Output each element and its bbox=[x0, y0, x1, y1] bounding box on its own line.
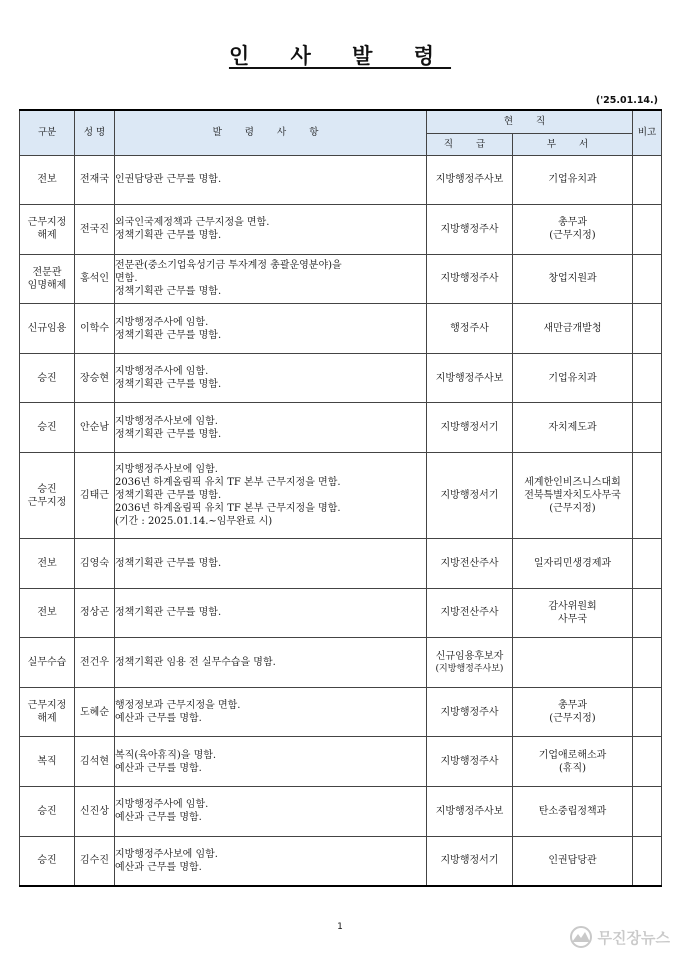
rank-cell bbox=[427, 353, 513, 403]
category-cell-line: 승진 bbox=[37, 372, 57, 384]
rank-cell bbox=[427, 453, 513, 539]
dept-cell bbox=[513, 353, 633, 403]
details-cell-line: 예산과 근무를 명함. bbox=[115, 861, 202, 873]
category-cell bbox=[20, 403, 75, 453]
dept-cell-line: 기업유치과 bbox=[548, 372, 597, 384]
details-cell-line: 2036년 하계올림픽 유치 TF 본부 근무지정을 면함. bbox=[115, 477, 341, 489]
details-cell bbox=[115, 304, 427, 354]
rank-cell bbox=[427, 737, 513, 787]
rank-cell bbox=[427, 254, 513, 304]
details-cell bbox=[115, 588, 427, 638]
details-cell-line: 2036년 하계올림픽 유치 TF 본부 근무지정을 명함. bbox=[115, 503, 341, 515]
category-cell-line: 해제 bbox=[37, 713, 57, 725]
dept-cell bbox=[513, 254, 633, 304]
rank-cell bbox=[427, 155, 513, 205]
rank-cell-line: 지방행정주사보 bbox=[435, 174, 504, 186]
details-cell-line: 정책기획관 근무를 명함. bbox=[115, 557, 222, 569]
name-cell: 정상곤 bbox=[75, 588, 115, 638]
category-cell bbox=[20, 638, 75, 688]
rank-cell-line: (지방행정주사보) bbox=[435, 663, 504, 674]
category-cell bbox=[20, 539, 75, 589]
details-cell bbox=[115, 254, 427, 304]
category-cell bbox=[20, 155, 75, 205]
table-row bbox=[20, 254, 662, 304]
details-cell bbox=[115, 155, 427, 205]
table-body bbox=[20, 155, 662, 886]
category-cell bbox=[20, 588, 75, 638]
table-row bbox=[20, 155, 662, 205]
category-cell bbox=[20, 304, 75, 354]
dept-cell bbox=[513, 205, 633, 255]
name-cell: 전건우 bbox=[75, 638, 115, 688]
category-cell-line: 신규임용 bbox=[27, 323, 67, 335]
header-details: 발 령 사 항 bbox=[115, 110, 427, 155]
details-cell bbox=[115, 353, 427, 403]
header-note: 비고 bbox=[633, 110, 662, 155]
dept-cell-line: 전북특별자치도사무국 bbox=[524, 490, 621, 502]
rank-cell-line: 지방행정주사보 bbox=[435, 372, 504, 384]
rank-cell-line: 행정주사 bbox=[450, 323, 489, 335]
header-rank: 직 급 bbox=[427, 133, 513, 155]
note-cell bbox=[633, 254, 662, 304]
rank-cell-line: 지방행정주사 bbox=[440, 223, 499, 235]
details-cell bbox=[115, 687, 427, 737]
rank-cell-line: 지방행정주사 bbox=[440, 756, 499, 768]
details-cell-line: 정책기획관 근무를 명함. bbox=[115, 428, 222, 440]
rank-cell bbox=[427, 403, 513, 453]
category-cell-line: 근무지정 bbox=[27, 217, 67, 229]
issue-date: ('25.01.14.) bbox=[595, 95, 658, 106]
dept-cell-line: 총무과 bbox=[558, 217, 587, 229]
table-row bbox=[20, 588, 662, 638]
category-cell-line: 전보 bbox=[37, 557, 57, 569]
category-cell bbox=[20, 353, 75, 403]
rank-cell-line: 지방행정서기 bbox=[440, 855, 499, 867]
header-name: 성 명 bbox=[75, 110, 115, 155]
details-cell bbox=[115, 453, 427, 539]
dept-cell bbox=[513, 304, 633, 354]
dept-cell bbox=[513, 155, 633, 205]
details-cell-line: 복직(육아휴직)을 명함. bbox=[115, 749, 217, 761]
dept-cell-line: (근무지정) bbox=[549, 713, 596, 725]
table-row bbox=[20, 205, 662, 255]
rank-cell-line: 지방행정주사 bbox=[440, 273, 499, 285]
dept-cell-line: 기업유치과 bbox=[548, 174, 597, 186]
dept-cell bbox=[513, 737, 633, 787]
details-cell bbox=[115, 737, 427, 787]
rank-cell-line: 신규임용후보자 bbox=[435, 650, 504, 662]
note-cell bbox=[633, 836, 662, 886]
header-dept: 부 서 bbox=[513, 133, 633, 155]
rank-cell bbox=[427, 539, 513, 589]
note-cell bbox=[633, 155, 662, 205]
details-cell-line: 정책기획관 근무를 명함. bbox=[115, 329, 222, 341]
dept-cell bbox=[513, 836, 633, 886]
details-cell-line: 전문관(중소기업육성기금 투자계정 총괄운영분야)을 bbox=[115, 260, 342, 272]
rank-cell-line: 지방행정주사보 bbox=[435, 805, 504, 817]
dept-cell-line: 사무국 bbox=[558, 613, 587, 625]
document-title: 인 사 발 령 bbox=[228, 44, 452, 68]
details-cell-line: 지방행정주사보에 임함. bbox=[115, 464, 218, 476]
dept-cell-line: 총무과 bbox=[558, 700, 587, 712]
category-cell-line: 근무지정 bbox=[27, 496, 67, 508]
details-cell-line: 지방행정주사보에 임함. bbox=[115, 415, 218, 427]
note-cell bbox=[633, 539, 662, 589]
header-category: 구분 bbox=[20, 110, 75, 155]
dept-cell bbox=[513, 787, 633, 837]
name-cell: 장승현 bbox=[75, 353, 115, 403]
dept-cell-line: 감사위원회 bbox=[548, 600, 597, 612]
category-cell bbox=[20, 254, 75, 304]
table-row bbox=[20, 304, 662, 354]
details-cell-line: 지방행정주사에 임함. bbox=[115, 316, 209, 328]
name-cell: 김태근 bbox=[75, 453, 115, 539]
dept-cell-line: (휴직) bbox=[558, 762, 587, 774]
note-cell bbox=[633, 737, 662, 787]
details-cell-line: 정책기획관 근무를 명함. bbox=[115, 286, 222, 298]
dept-cell-line: 일자리민생경제과 bbox=[533, 557, 612, 569]
details-cell-line: 정책기획관 임용 전 실무수습을 명함. bbox=[115, 657, 276, 669]
name-cell: 김영숙 bbox=[75, 539, 115, 589]
dept-cell-line: 탄소중립정책과 bbox=[538, 805, 607, 817]
rank-cell bbox=[427, 687, 513, 737]
category-cell-line: 복직 bbox=[37, 756, 57, 768]
rank-cell bbox=[427, 787, 513, 837]
dept-cell-line: 자치제도과 bbox=[548, 422, 597, 434]
watermark-text: 무진장뉴스 bbox=[597, 928, 670, 947]
rank-cell-line: 지방행정서기 bbox=[440, 490, 499, 502]
note-cell bbox=[633, 403, 662, 453]
category-cell-line: 전보 bbox=[37, 607, 57, 619]
rank-cell bbox=[427, 205, 513, 255]
dept-cell-line: (근무지정) bbox=[549, 503, 596, 515]
details-cell-line: 외국인국제정책과 근무지정을 면함. bbox=[115, 217, 270, 229]
name-cell: 전국진 bbox=[75, 205, 115, 255]
note-cell bbox=[633, 787, 662, 837]
details-cell-line: 정책기획관 근무를 명함. bbox=[115, 607, 222, 619]
category-cell bbox=[20, 687, 75, 737]
note-cell bbox=[633, 687, 662, 737]
note-cell bbox=[633, 638, 662, 688]
dept-cell bbox=[513, 403, 633, 453]
category-cell bbox=[20, 836, 75, 886]
rank-cell bbox=[427, 638, 513, 688]
name-cell: 도혜순 bbox=[75, 687, 115, 737]
page-number: 1 bbox=[337, 922, 343, 932]
rank-cell bbox=[427, 304, 513, 354]
dept-cell-line: 기업애로해소과 bbox=[538, 749, 607, 761]
details-cell bbox=[115, 836, 427, 886]
table-row bbox=[20, 539, 662, 589]
name-cell: 김수진 bbox=[75, 836, 115, 886]
dept-cell-line: 새만금개발청 bbox=[543, 323, 602, 335]
details-cell-line: 지방행정주사보에 임함. bbox=[115, 848, 218, 860]
category-cell-line: 실무수습 bbox=[27, 657, 67, 669]
details-cell-line: 지방행정주사에 임함. bbox=[115, 799, 209, 811]
category-cell-line: 전문관 bbox=[32, 266, 62, 278]
category-cell-line: 근무지정 bbox=[27, 700, 67, 712]
rank-cell-line: 지방전산주사 bbox=[440, 557, 499, 569]
name-cell: 이학수 bbox=[75, 304, 115, 354]
name-cell: 신진상 bbox=[75, 787, 115, 837]
table-row bbox=[20, 687, 662, 737]
note-cell bbox=[633, 205, 662, 255]
table-row bbox=[20, 787, 662, 837]
note-cell bbox=[633, 353, 662, 403]
mountain-logo-icon bbox=[568, 926, 594, 948]
details-cell-line: 예산과 근무를 명함. bbox=[115, 812, 202, 824]
dept-cell-line: (근무지정) bbox=[549, 230, 596, 242]
rank-cell bbox=[427, 836, 513, 886]
note-cell bbox=[633, 588, 662, 638]
table-row bbox=[20, 453, 662, 539]
category-cell-line: 승진 bbox=[37, 483, 57, 495]
details-cell-line: 예산과 근무를 명함. bbox=[115, 762, 202, 774]
dept-cell-line: 세계한인비즈니스대회 bbox=[524, 477, 621, 489]
dept-cell-line: 인권담당관 bbox=[548, 855, 597, 867]
name-cell: 홍석인 bbox=[75, 254, 115, 304]
rank-cell-line: 지방전산주사 bbox=[440, 607, 499, 619]
rank-cell bbox=[427, 588, 513, 638]
dept-cell-line: 창업지원과 bbox=[548, 273, 597, 285]
dept-cell bbox=[513, 539, 633, 589]
table-row bbox=[20, 353, 662, 403]
details-cell bbox=[115, 539, 427, 589]
category-cell bbox=[20, 205, 75, 255]
personnel-table bbox=[19, 109, 662, 887]
details-cell-line: 행정정보과 근무지정을 면함. bbox=[115, 700, 241, 712]
details-cell bbox=[115, 638, 427, 688]
details-cell-line: 예산과 근무를 명함. bbox=[115, 713, 202, 725]
category-cell-line: 해제 bbox=[37, 230, 57, 242]
details-cell bbox=[115, 205, 427, 255]
category-cell-line: 임명해제 bbox=[27, 279, 67, 291]
details-cell-line: (기간 : 2025.01.14.~임무완료 시) bbox=[115, 516, 273, 528]
dept-cell bbox=[513, 588, 633, 638]
details-cell-line: 인권담당관 근무를 명함. bbox=[115, 174, 222, 186]
watermark bbox=[568, 926, 670, 948]
name-cell: 전재국 bbox=[75, 155, 115, 205]
dept-cell bbox=[513, 453, 633, 539]
table-row bbox=[20, 403, 662, 453]
table-row bbox=[20, 737, 662, 787]
dept-cell bbox=[513, 638, 633, 688]
note-cell bbox=[633, 304, 662, 354]
table-row bbox=[20, 638, 662, 688]
rank-cell-line: 지방행정주사 bbox=[440, 706, 499, 718]
details-cell-line: 지방행정주사에 임함. bbox=[115, 366, 209, 378]
header-current: 현 직 bbox=[427, 110, 633, 133]
details-cell-line: 정책기획관 근무를 명함. bbox=[115, 230, 222, 242]
category-cell bbox=[20, 787, 75, 837]
details-cell-line: 정책기획관 근무를 명함. bbox=[115, 490, 222, 502]
category-cell-line: 승진 bbox=[37, 855, 57, 867]
details-cell-line: 면함. bbox=[115, 273, 138, 285]
category-cell bbox=[20, 453, 75, 539]
category-cell-line: 승진 bbox=[37, 805, 57, 817]
rank-cell-line: 지방행정서기 bbox=[440, 422, 499, 434]
category-cell bbox=[20, 737, 75, 787]
category-cell-line: 전보 bbox=[37, 174, 57, 186]
name-cell: 안순남 bbox=[75, 403, 115, 453]
name-cell: 김석현 bbox=[75, 737, 115, 787]
details-cell bbox=[115, 787, 427, 837]
dept-cell bbox=[513, 687, 633, 737]
details-cell-line: 정책기획관 근무를 명함. bbox=[115, 379, 222, 391]
table-row bbox=[20, 836, 662, 886]
category-cell-line: 승진 bbox=[37, 422, 57, 434]
note-cell bbox=[633, 453, 662, 539]
details-cell bbox=[115, 403, 427, 453]
